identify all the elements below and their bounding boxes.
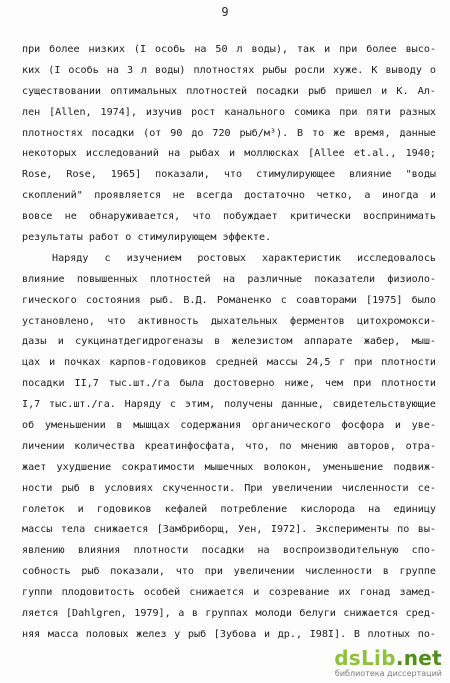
text-line: голеток и годовиков кефалей потребление кислорода на единицу (22, 503, 436, 515)
text-line: явлению влияния плотности посадки на воспроизводительную спо- (22, 545, 436, 557)
text-line: лен [Allen, 1974], изучив рост канального сомика при пяти разных (22, 106, 436, 118)
text-line: плотностях посадки (от 90 до 720 рыб/м³). В то же время, данные (22, 127, 436, 139)
text-line: установлено, что активность дыхательных ферментов цитохромокси- (22, 315, 436, 327)
text-line: гического состояния рыб. В.Д. Романенко с соавторами [1975] было (22, 294, 436, 306)
text-body (22, 40, 436, 646)
text-line: влияние повышенных плотностей на различные показатели физиоло- (22, 273, 436, 285)
text-line: ких (I особь на 3 л воды) плотностях рыбы росли хуже. К выводу о (22, 64, 436, 76)
watermark-site-name: dsLib (334, 646, 396, 670)
text-line: некоторых исследований на рыбах и моллюсках [Allee et.al., 1940; (22, 148, 436, 160)
text-line: массы тела снижается [Замбриборщ, Уен, I972]. Эксперименты по вы- (22, 524, 436, 536)
text-line: дазы и сукцинатдегидрогеназы в железистом аппарате жабер, мыш- (22, 336, 436, 348)
text-line: личении количества креатинфосфата, что, по мнению авторов, отра- (22, 440, 436, 452)
text-line: при более низких (I особь на 50 л воды), так и при более высо- (22, 44, 436, 55)
paragraph-first-line: Наряду с изучением ростовых характеристик исследовалось (52, 252, 436, 264)
text-line: скоплений" проявляется не всегда достаточно четко, а иногда и (22, 190, 436, 202)
watermark-logo (322, 647, 442, 669)
text-line: цах и почках карпов-годовиков средней массы 24,5 г при плотности (22, 357, 436, 369)
text-line: ляется [Dahlgren, 1979], а в группах молоди белуги снижается сред- (22, 608, 436, 620)
text-line: об уменьшении в мышцах содержания органического фосфора и уве- (22, 420, 436, 432)
text-line: вовсе не обнаруживается, что побуждает критически воспринимать (22, 211, 436, 223)
site-watermark (322, 647, 442, 679)
text-line: гуппи плодовитость особей снижается и созревание их гонад замед- (22, 587, 436, 599)
text-line: собность рыб показали, что при увеличении численности в группе (22, 566, 436, 578)
text-line: посадки II,7 тыс.шт./га была достоверно ниже, чем при плотности (22, 378, 436, 390)
text-line: результаты работ о стимулирующем эффекте. (22, 232, 272, 244)
text-line: существовании оптимальных плотностей посадки рыб пришел и К. Ал- (22, 85, 436, 97)
text-line: Rose, Rose, 1965] показали, что стимулирующее влияние "воды (22, 169, 436, 181)
text-line: ности рыб в условиях скученности. При увеличении численности се- (22, 482, 436, 494)
text-line: жает ухудшение сократимости мышечных волокон, уменьшение подвиж- (22, 461, 436, 473)
text-line: няя масса половых желез у рыб [Зубова и др., I98I]. В плотных по- (22, 628, 436, 640)
watermark-subtitle: библиотека диссертаций (334, 669, 442, 678)
watermark-site-tld: .net (395, 646, 442, 670)
text-line: I,7 тыс.шт./га. Наряду с этим, получены данные, свидетельствующие (22, 399, 436, 411)
page-number: 9 (221, 5, 229, 19)
